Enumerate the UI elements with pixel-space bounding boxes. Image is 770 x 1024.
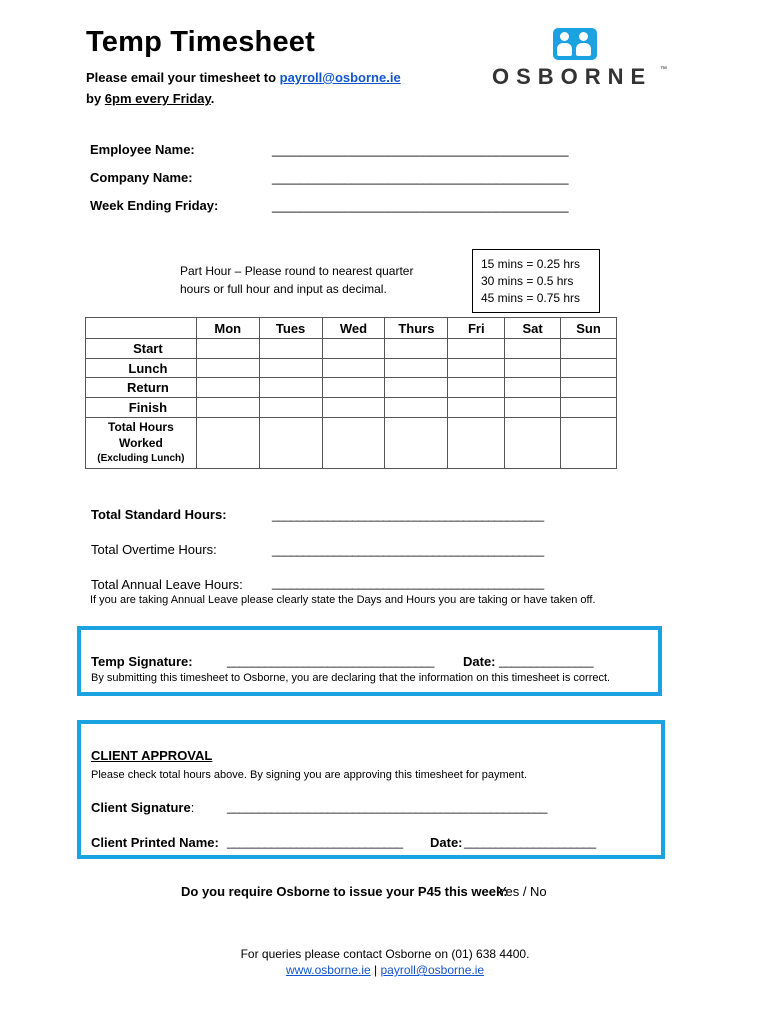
table-row	[86, 398, 617, 418]
intro-period: .	[210, 91, 215, 106]
conversion-15: 15 mins = 0.25 hrs	[481, 257, 581, 271]
row-label-total	[86, 418, 197, 469]
payroll-email-link[interactable]: payroll@osborne.ie	[279, 70, 401, 85]
day-header-sun: Sun	[561, 318, 617, 339]
page-title: Temp Timesheet	[86, 26, 315, 58]
day-header-wed: Wed	[322, 318, 385, 339]
employee-name-label: Employee Name:	[90, 142, 195, 157]
cell-start-sat[interactable]	[505, 339, 561, 359]
conversion-30: 30 mins = 0.5 hrs	[481, 274, 574, 288]
cell-finish-sat[interactable]	[505, 398, 561, 418]
cell-lunch-wed[interactable]	[322, 359, 385, 378]
temp-date-field[interactable]: _______________	[499, 654, 594, 668]
cell-return-thurs[interactable]	[385, 378, 448, 398]
total-annual-leave-label: Total Annual Leave Hours:	[91, 577, 243, 592]
client-signature-text: Client Signature	[91, 800, 191, 815]
cell-lunch-sun[interactable]	[561, 359, 617, 378]
client-approval-heading: CLIENT APPROVAL	[91, 748, 213, 763]
cell-finish-wed[interactable]	[322, 398, 385, 418]
week-ending-field[interactable]: _________________________________________	[272, 198, 569, 213]
client-approval-note: Please check total hours above. By signing you are approving this timesheet for payment.	[91, 769, 527, 781]
cell-return-tues[interactable]	[259, 378, 322, 398]
cell-return-sat[interactable]	[505, 378, 561, 398]
total-standard-label: Total Standard Hours:	[91, 507, 227, 522]
footer-contact: For queries please contact Osborne on (01) 638 4400.	[240, 947, 530, 961]
cell-start-wed[interactable]	[322, 339, 385, 359]
temp-signature-label: Temp Signature:	[91, 654, 193, 669]
part-hour-note-line-2: hours or full hour and input as decimal.	[180, 282, 387, 296]
temp-signature-field[interactable]: _________________________________	[227, 654, 435, 668]
total-label-line-2: Worked	[119, 436, 163, 450]
table-row	[86, 359, 617, 378]
client-signature-label	[91, 800, 194, 815]
row-label-return: Return	[86, 378, 197, 398]
cell-start-thurs[interactable]	[385, 339, 448, 359]
cell-finish-mon[interactable]	[196, 398, 259, 418]
day-header-thurs: Thurs	[385, 318, 448, 339]
intro-line-2	[86, 91, 214, 106]
temp-date-label: Date:	[463, 654, 496, 669]
logo-wordmark: OSBORNE	[492, 64, 653, 89]
logo-trademark: ™	[660, 66, 667, 73]
total-overtime-field[interactable]: ____________________________________________	[272, 543, 544, 557]
cell-start-fri[interactable]	[448, 339, 505, 359]
intro-text: Please email your timesheet to	[86, 70, 280, 85]
week-ending-label: Week Ending Friday:	[90, 198, 219, 213]
cell-finish-thurs[interactable]	[385, 398, 448, 418]
total-label-line-3: (Excluding Lunch)	[97, 453, 185, 464]
footer-separator: |	[370, 963, 381, 977]
footer-links	[0, 963, 770, 977]
client-printed-name-field[interactable]: ____________________________	[227, 835, 403, 849]
client-approval-box	[77, 720, 665, 859]
temp-declaration: By submitting this timesheet to Osborne, you are declaring that the information on this timesheet is correct.	[91, 672, 611, 684]
client-printed-name-label: Client Printed Name:	[91, 835, 219, 850]
p45-answer[interactable]: Yes / No	[498, 884, 547, 899]
day-header-sat: Sat	[505, 318, 561, 339]
total-overtime-label: Total Overtime Hours:	[91, 542, 217, 557]
table-row	[86, 378, 617, 398]
people-icon	[553, 28, 597, 60]
conversion-45: 45 mins = 0.75 hrs	[481, 291, 581, 305]
client-date-field[interactable]: _____________________	[464, 835, 596, 849]
table-row	[86, 339, 617, 359]
cell-start-tues[interactable]	[259, 339, 322, 359]
cell-total-thurs[interactable]	[385, 418, 448, 469]
day-header-fri: Fri	[448, 318, 505, 339]
cell-lunch-mon[interactable]	[196, 359, 259, 378]
cell-total-fri[interactable]	[448, 418, 505, 469]
client-signature-field[interactable]: ___________________________________________________	[227, 800, 547, 814]
cell-total-sat[interactable]	[505, 418, 561, 469]
footer-email-link[interactable]: payroll@osborne.ie	[380, 963, 485, 977]
website-link[interactable]: www.osborne.ie	[285, 963, 371, 977]
cell-finish-sun[interactable]	[561, 398, 617, 418]
cell-total-tues[interactable]	[259, 418, 322, 469]
intro-by: by	[86, 91, 105, 106]
total-label-line-1: Total Hours	[108, 420, 174, 434]
intro-deadline: 6pm every Friday	[104, 91, 211, 106]
cell-start-sun[interactable]	[561, 339, 617, 359]
cell-lunch-fri[interactable]	[448, 359, 505, 378]
intro-line-1	[86, 70, 401, 85]
cell-lunch-thurs[interactable]	[385, 359, 448, 378]
annual-leave-note: If you are taking Annual Leave please clearly state the Days and Hours you are taking or have taken off.	[90, 594, 596, 606]
employee-name-field[interactable]: _________________________________________	[272, 142, 569, 157]
company-name-field[interactable]: _________________________________________	[272, 170, 569, 185]
table-header-row	[86, 318, 617, 339]
cell-return-wed[interactable]	[322, 378, 385, 398]
p45-question: Do you require Osborne to issue your P45 this week:	[181, 884, 508, 899]
cell-finish-fri[interactable]	[448, 398, 505, 418]
total-annual-leave-field[interactable]: ____________________________________________	[272, 576, 544, 590]
row-label-lunch: Lunch	[86, 359, 197, 378]
timesheet-table	[85, 317, 617, 469]
conversion-box	[472, 249, 600, 313]
cell-lunch-sat[interactable]	[505, 359, 561, 378]
cell-return-mon[interactable]	[196, 378, 259, 398]
cell-lunch-tues[interactable]	[259, 359, 322, 378]
day-header-tues: Tues	[259, 318, 322, 339]
cell-total-wed[interactable]	[322, 418, 385, 469]
temp-signature-box	[77, 626, 662, 696]
cell-return-sun[interactable]	[561, 378, 617, 398]
cell-finish-tues[interactable]	[259, 398, 322, 418]
row-label-finish: Finish	[86, 398, 197, 418]
client-signature-colon: :	[190, 800, 195, 815]
company-name-label: Company Name:	[90, 170, 193, 185]
table-row-total	[86, 418, 617, 469]
cell-total-sun[interactable]	[561, 418, 617, 469]
row-label-start: Start	[86, 339, 197, 359]
header-blank-cell	[86, 318, 197, 339]
day-header-mon: Mon	[196, 318, 259, 339]
cell-start-mon[interactable]	[196, 339, 259, 359]
part-hour-note-line-1: Part Hour – Please round to nearest quarter	[180, 264, 414, 278]
cell-total-mon[interactable]	[196, 418, 259, 469]
total-standard-field[interactable]: ____________________________________________	[272, 508, 544, 522]
client-date-label: Date:	[430, 835, 463, 850]
cell-return-fri[interactable]	[448, 378, 505, 398]
